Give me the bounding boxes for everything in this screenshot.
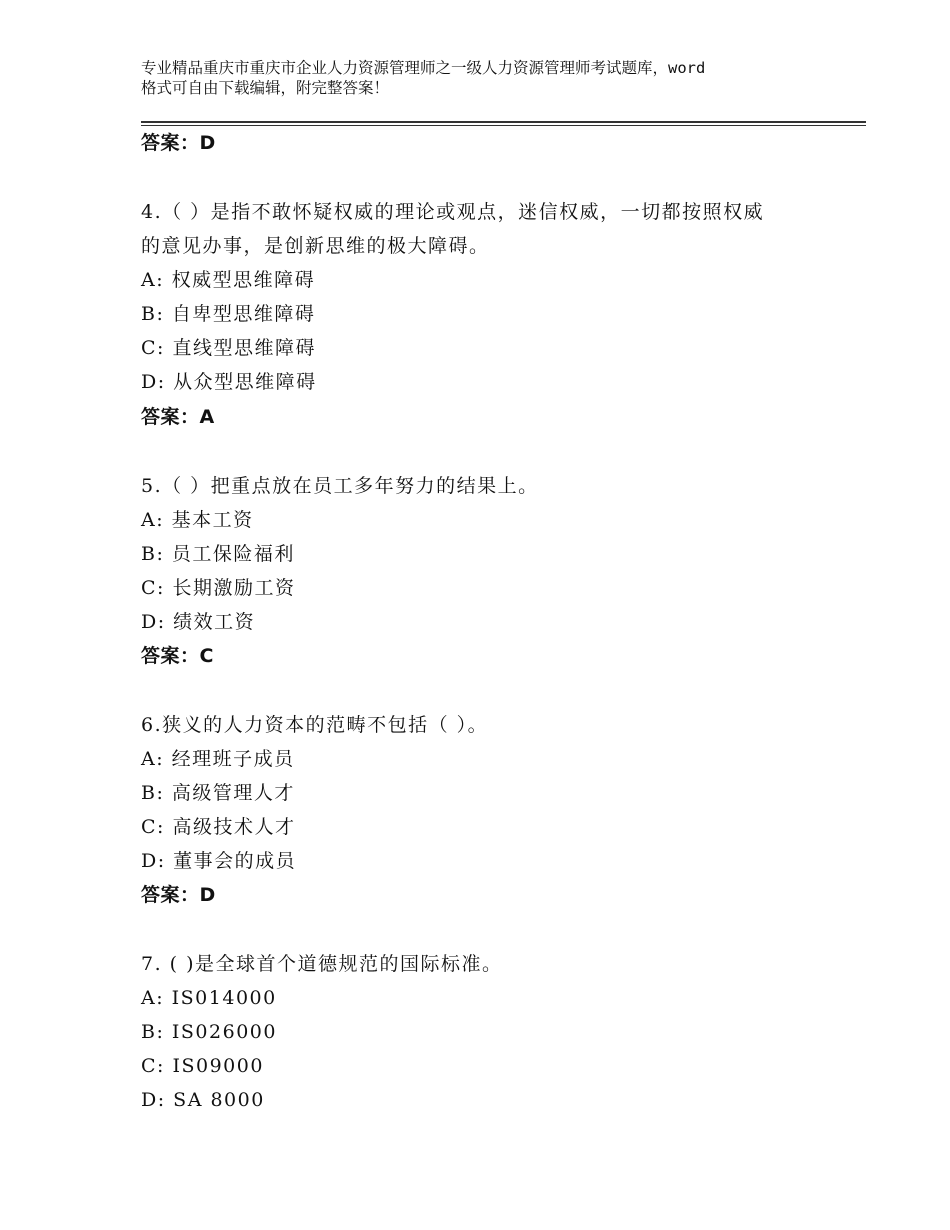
- question-5-stem-line-1: 5.（ ）把重点放在员工多年努力的结果上。: [141, 475, 539, 497]
- header-line-2: 格式可自由下载编辑，附完整答案！: [141, 79, 390, 97]
- question-5-option-d: D: 绩效工资: [141, 611, 256, 633]
- question-4-stem-line-1: 4.（ ）是指不敢怀疑权威的理论或观点，迷信权威，一切都按照权威: [141, 201, 765, 223]
- question-4-option-a: A: 权威型思维障碍: [141, 269, 316, 291]
- header-divider-thin: [141, 125, 866, 126]
- question-5-option-c: C: 长期激励工资: [141, 577, 296, 599]
- question-7-stem-line-1: 7. ( )是全球首个道德规范的国际标准。: [141, 953, 503, 975]
- header-line-1: 专业精品重庆市重庆市企业人力资源管理师之一级人力资源管理师考试题库，word: [141, 59, 706, 77]
- question-7-option-c: C: IS09000: [141, 1055, 264, 1077]
- question-6-stem-line-1: 6.狭义的人力资本的范畴不包括（ ）。: [141, 714, 489, 736]
- answer-q5: 答案：C: [141, 645, 214, 667]
- question-4-stem-line-2: 的意见办事，是创新思维的极大障碍。: [141, 235, 490, 257]
- question-6-option-b: B: 高级管理人才: [141, 782, 295, 804]
- question-6-option-a: A: 经理班子成员: [141, 748, 295, 770]
- answer-q6: 答案：D: [141, 884, 216, 906]
- question-5-option-b: B: 员工保险福利: [141, 543, 295, 565]
- question-5-option-a: A: 基本工资: [141, 509, 254, 531]
- question-4-option-c: C: 直线型思维障碍: [141, 337, 316, 359]
- document-header: [141, 58, 841, 98]
- question-4-option-b: B: 自卑型思维障碍: [141, 303, 316, 325]
- question-6-option-d: D: 董事会的成员: [141, 850, 297, 872]
- header-divider-thick: [141, 121, 866, 123]
- question-4-option-d: D: 从众型思维障碍: [141, 371, 317, 393]
- question-7-option-d: D: SA 8000: [141, 1089, 265, 1111]
- answer-q4: 答案：A: [141, 406, 215, 428]
- answer-q3: 答案：D: [141, 132, 216, 154]
- question-7-option-b: B: IS026000: [141, 1021, 277, 1043]
- question-7-option-a: A: IS014000: [141, 987, 277, 1009]
- question-6-option-c: C: 高级技术人才: [141, 816, 296, 838]
